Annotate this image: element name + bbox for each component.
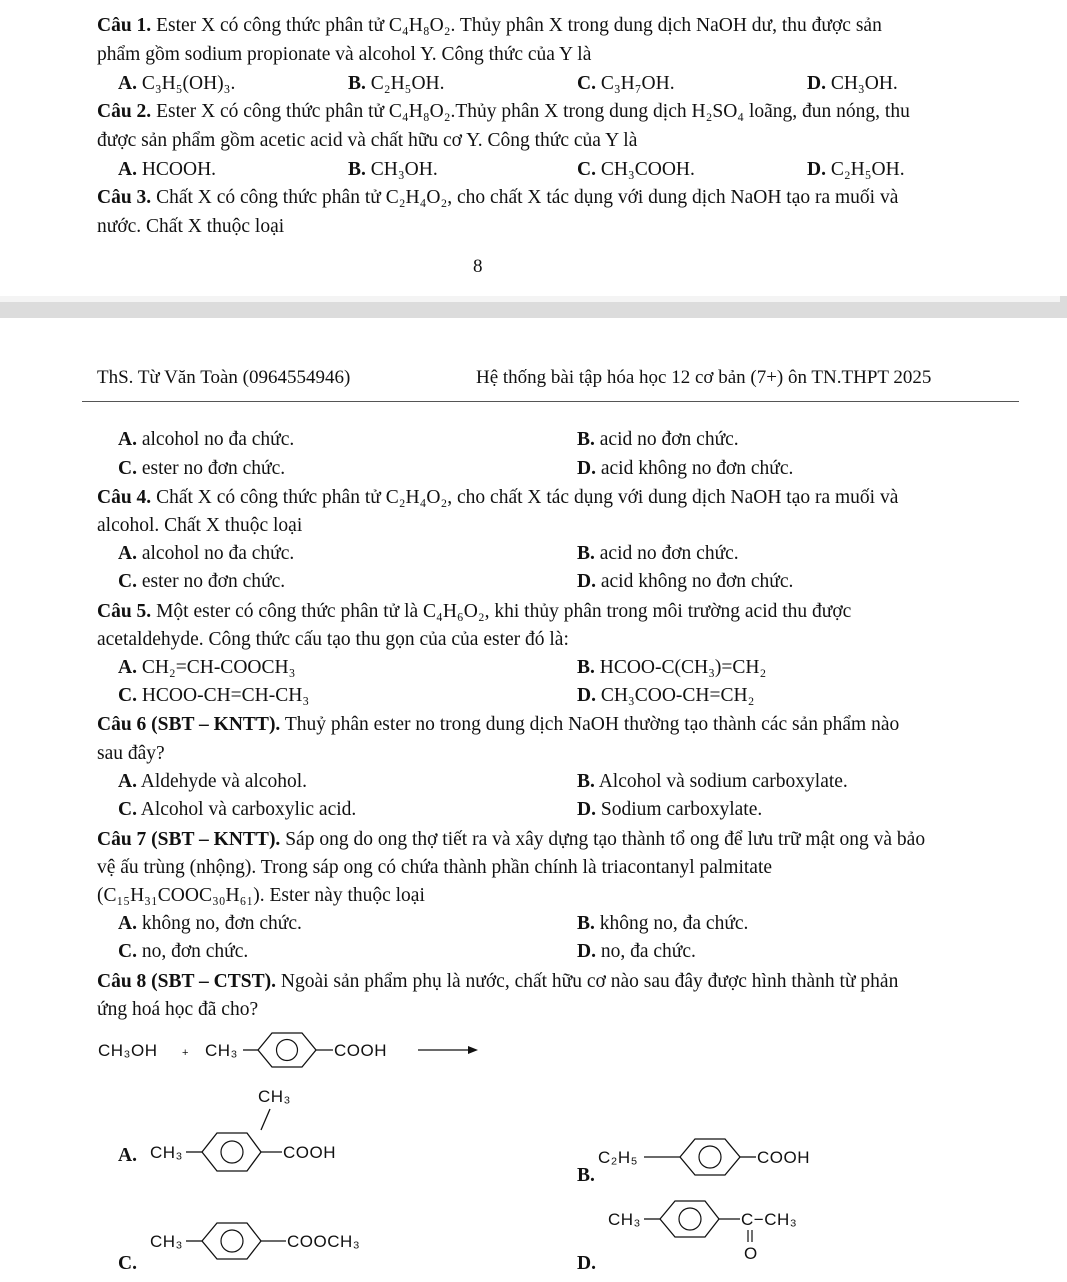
- question-7-option-a: A. không no, đơn chức.: [118, 913, 302, 934]
- header-title: Hệ thống bài tập hóa học 12 cơ bản (7+) ôn TN.THPT 2025: [476, 367, 932, 388]
- question-8-option-c-label: C.: [118, 1253, 137, 1274]
- question-4-line-2: alcohol. Chất X thuộc loại: [97, 515, 303, 536]
- option-d-left-group: CH₃: [608, 1210, 641, 1229]
- question-5-option-d: D. CH₃COO-CH=CH₂: [577, 685, 755, 706]
- question-7-option-c: C. no, đơn chức.: [118, 941, 249, 962]
- question-8-option-b-label: B.: [577, 1165, 595, 1186]
- question-7-line-3: (C₁₅H₃₁COOC₃₀H₆₁). Ester này thuộc loại: [97, 885, 425, 906]
- question-4-option-d: D. acid không no đơn chức.: [577, 571, 794, 592]
- question-2-option-c: C. CH₃COOH.: [577, 159, 695, 180]
- question-2-option-d: D. C₂H₅OH.: [807, 159, 905, 180]
- question-4-option-c: C. ester no đơn chức.: [118, 571, 286, 592]
- question-1-line-2: phẩm gồm sodium propionate và alcohol Y. Công thức của Y là: [97, 44, 592, 65]
- reactant2-right-group: COOH: [334, 1041, 387, 1060]
- question-3-option-c: C. ester no đơn chức.: [118, 458, 286, 479]
- reactant-methanol: CH₃OH: [98, 1041, 158, 1060]
- question-8-option-c-structure: [140, 1218, 400, 1264]
- option-c-left-group: CH₃: [150, 1232, 183, 1251]
- question-5-option-c: C. HCOO-CH=CH-CH₃: [118, 685, 310, 706]
- page-number: 8: [473, 256, 483, 277]
- question-6-option-c: C. Alcohol và carboxylic acid.: [118, 799, 357, 820]
- question-4-line-1: Câu 4. Chất X có công thức phân tử C₂H₄O₂, cho chất X tác dụng với dung dịch NaOH tạo ra muối và: [97, 487, 899, 508]
- question-6-option-d: D. Sodium carboxylate.: [577, 799, 763, 820]
- question-7-line-2: vệ ấu trùng (nhộng). Trong sáp ong có chứa thành phần chính là triacontanyl palmitate: [97, 857, 773, 878]
- option-a-top-group: CH₃: [258, 1087, 291, 1106]
- question-1-line-1: Câu 1. Ester X có công thức phân tử C₄H₈O₂. Thủy phân X trong dung dịch NaOH dư, thu được sản: [97, 15, 882, 36]
- question-8-option-b-structure: [596, 1136, 826, 1182]
- header-author: ThS. Từ Văn Toàn (0964554946): [97, 367, 351, 388]
- question-5-option-a: A. CH₂=CH-COOCH₃: [118, 657, 296, 678]
- question-6-option-a: A. Aldehyde và alcohol.: [118, 771, 308, 792]
- question-6-line-1: Câu 6 (SBT – KNTT). Thuỷ phân ester no trong dung dịch NaOH thường tạo thành các sản phẩm nào: [97, 714, 900, 735]
- option-c-right-group: COOCH₃: [287, 1232, 361, 1251]
- reaction-equation: [90, 1030, 490, 1070]
- question-7-option-d: D. no, đa chức.: [577, 941, 696, 962]
- question-7-option-b: B. không no, đa chức.: [577, 913, 749, 934]
- question-6-option-b: B. Alcohol và sodium carboxylate.: [577, 771, 848, 792]
- benzene-ring-icon: [202, 1223, 261, 1259]
- question-8-line-2: ứng hoá học đã cho?: [97, 999, 259, 1020]
- question-2-option-b: B. CH₃OH.: [348, 159, 438, 180]
- page-top: [0, 0, 1067, 296]
- question-8-option-d-label: D.: [577, 1253, 596, 1274]
- question-1-option-c: C. C₃H₇OH.: [577, 73, 675, 94]
- option-b-left-group: C₂H₅: [598, 1148, 639, 1167]
- header-rule: [82, 401, 1019, 402]
- benzene-ring-icon: [660, 1201, 719, 1237]
- option-a-left-group: CH₃: [150, 1143, 183, 1162]
- question-2-option-a: A. HCOOH.: [118, 159, 217, 180]
- question-3-option-b: B. acid no đơn chức.: [577, 429, 739, 450]
- page-bottom: [0, 318, 1067, 1282]
- benzene-ring-icon: [202, 1133, 261, 1171]
- benzene-ring-icon: [258, 1033, 316, 1067]
- question-8-option-a-structure: [140, 1078, 370, 1178]
- question-5-line-2: acetaldehyde. Công thức cấu tạo thu gọn của của ester đó là:: [97, 629, 569, 650]
- question-3-option-d: D. acid không no đơn chức.: [577, 458, 794, 479]
- question-5-option-b: B. HCOO-C(CH₃)=CH₂: [577, 657, 767, 678]
- reaction-arrow-icon: [418, 1046, 478, 1054]
- question-4-option-a: A. alcohol no đa chức.: [118, 543, 295, 564]
- option-d-right-group: C−CH₃: [741, 1210, 798, 1229]
- question-3-option-a: A. alcohol no đa chức.: [118, 429, 295, 450]
- question-1-option-b: B. C₂H₅OH.: [348, 73, 445, 94]
- question-5-line-1: Câu 5. Một ester có công thức phân tử là C₄H₆O₂, khi thủy phân trong môi trường acid thu được: [97, 601, 852, 622]
- question-6-line-2: sau đây?: [97, 743, 165, 764]
- question-8-option-d-structure: [604, 1198, 834, 1268]
- question-8-line-1: Câu 8 (SBT – CTST). Ngoài sản phẩm phụ là nước, chất hữu cơ nào sau đây được hình thành từ phản: [97, 971, 899, 992]
- question-8-option-a-label: A.: [118, 1145, 137, 1166]
- question-4-option-b: B. acid no đơn chức.: [577, 543, 739, 564]
- page-separator: [0, 296, 1067, 318]
- plus-sign: +: [182, 1047, 189, 1059]
- option-b-right-group: COOH: [757, 1148, 810, 1167]
- question-1-option-d: D. CH₃OH.: [807, 73, 898, 94]
- question-2-line-1: Câu 2. Ester X có công thức phân tử C₄H₈O₂.Thủy phân X trong dung dịch H₂SO₄ loãng, đun nóng, thu: [97, 101, 910, 122]
- benzene-ring-icon: [680, 1139, 740, 1175]
- question-3-line-2: nước. Chất X thuộc loại: [97, 216, 285, 237]
- question-1-option-a: A. C₃H₅(OH)₃.: [118, 73, 236, 94]
- option-a-right-group: COOH: [283, 1143, 336, 1162]
- question-2-line-2: được sản phẩm gồm acetic acid và chất hữu cơ Y. Công thức của Y là: [97, 130, 638, 151]
- option-d-carbonyl-oxygen: O: [744, 1244, 758, 1263]
- question-3-line-1: Câu 3. Chất X có công thức phân tử C₂H₄O₂, cho chất X tác dụng với dung dịch NaOH tạo ra muối và: [97, 187, 899, 208]
- question-7-line-1: Câu 7 (SBT – KNTT). Sáp ong do ong thợ tiết ra và xây dựng tạo thành tổ ong để lưu trữ mật ong và bảo: [97, 829, 926, 850]
- reactant2-left-group: CH₃: [205, 1041, 238, 1060]
